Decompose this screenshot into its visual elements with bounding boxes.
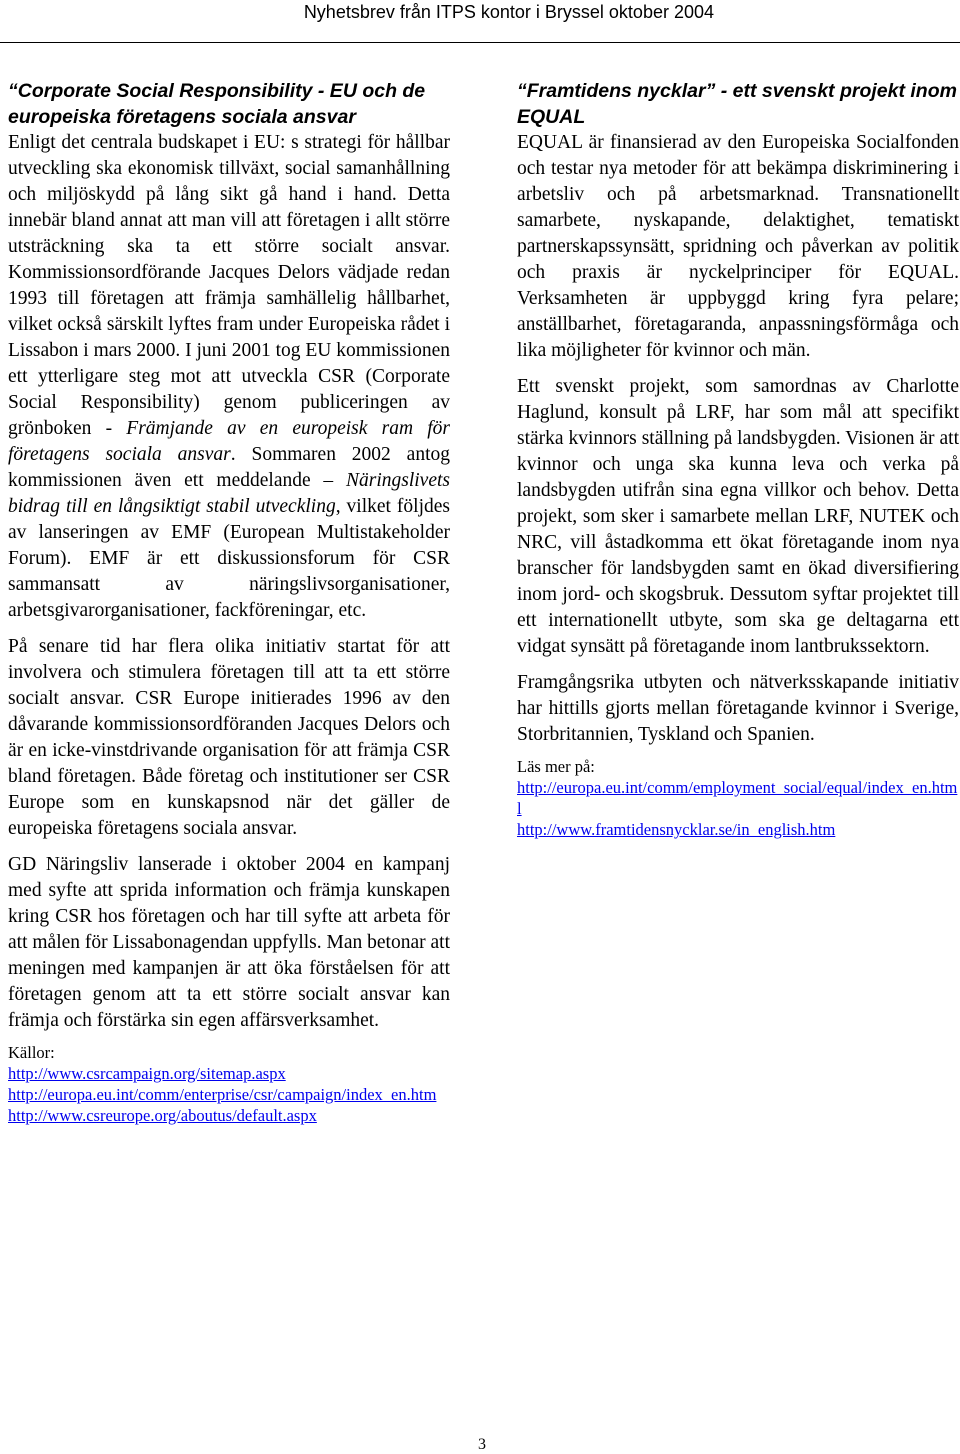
source-link-csrcampaign[interactable]: http://www.csrcampaign.org/sitemap.aspx	[8, 1064, 286, 1083]
csr-p1-part-b: . Sommaren 2002 antog kommissionen även ett meddelande –	[8, 444, 450, 491]
left-column	[8, 78, 450, 1126]
communication-title: Näringslivets bidrag till en långsiktigt stabil utveckling	[8, 470, 450, 517]
page-number: 3	[478, 1436, 486, 1453]
sources-label: Källor:	[8, 1043, 55, 1062]
csr-p1-part-a: Enligt det centrala budskapet i EU: s strategi för hållbar utveckling ska ekonomisk tillväxt, social samanhållning och miljöskydd på lång sikt gå hand i hand. Detta innebär bland annat att man vill att företagen i allt större utsträckning ska ta ett större socialt ansvar. Kommissionsordförande Jacques Delors vädjade redan 1993 till företagen att främja samhällelig hållbarhet, vilket också särskilt lyftes fram under Europeiska rådet i Lissabon i mars 2000. I juni 2001 tog EU kommissionen ett ytterligare steg mot att utveckla CSR (Corporate Social Responsibility) genom publiceringen av grönboken -	[8, 132, 450, 439]
read-more-link-framtidensnycklar[interactable]: http://www.framtidensnycklar.se/in_english.htm	[517, 820, 836, 839]
csr-paragraph-3: GD Näringsliv lanserade i oktober 2004 en kampanj med syfte att sprida information och främja kunskapen kring CSR hos företagen och har till syfte att arbeta för att målen för Lissabonagendan uppfylls. Man betonar att meningen med kampanjen är att öka förståelsen för att företagen genom att ta ett större socialt ansvar kan främja och förstärka sin egen affärsverksamhet.	[8, 854, 450, 1031]
right-column	[517, 78, 959, 840]
read-more-link-europa-equal[interactable]: http://europa.eu.int/comm/employment_social/equal/index_en.html	[517, 778, 958, 818]
csr-article-title: “Corporate Social Responsibility - EU och de europeiska företagens sociala ansvar	[8, 80, 426, 128]
source-link-europa-enterprise[interactable]: http://europa.eu.int/comm/enterprise/csr/campaign/index_en.htm	[8, 1085, 437, 1104]
newsletter-header: Nyhetsbrev från ITPS kontor i Bryssel oktober 2004	[303, 2, 714, 22]
read-more-label: Läs mer på:	[517, 757, 595, 776]
equal-paragraph-2: Ett svenskt projekt, som samordnas av Charlotte Haglund, konsult på LRF, har som mål att specifikt stärka kvinnors ställning på landsbygden. Visionen är att kvinnor och unga ska kunna leva och verka på landsbygden utifrån sina egna villkor och behov. Detta projekt, som sker i samarbete mellan LRF, NUTEK och NRC, vill åstadkomma ett ökat företagande inom nya branscher för landsbygden samt en ökad diversifiering inom jord- och skogsbruk. Dessutom syftar projektet till ett internationellt utbyte, som ska ge deltagarna ett vidgat synsätt på företagande inom lantbrukssektorn.	[517, 376, 959, 657]
equal-paragraph-3: Framgångsrika utbyten och nätverksskapande initiativ har hittills gjorts mellan företagande kvinnor i Sverige, Storbritannien, Tyskland och Spanien.	[517, 672, 959, 745]
csr-paragraph-2: På senare tid har flera olika initiativ startat för att involvera och stimulera företagen till att ta ett större socialt ansvar. CSR Europe initierades 1996 av den dåvarande kommissionsordföranden Jacques Delors och är en icke-vinstdrivande organisation för att främja CSR bland företagen. Både företag och institutioner ser CSR Europe som en kunskapsnod när det gäller de europeiska företagens sociala ansvar.	[8, 636, 450, 839]
csr-paragraph-1	[8, 130, 450, 624]
source-link-csreurope[interactable]: http://www.csreurope.org/aboutus/default.aspx	[8, 1106, 317, 1125]
header-rule	[0, 42, 960, 43]
equal-paragraph-1: EQUAL är finansierad av den Europeiska Socialfonden och testar nya metoder för att bekämpa diskriminering i arbetsliv och på arbetsmarknad. Transnationellt samarbete, nyskapande, delaktighet, tematiskt partnerskapssynsätt, spridning och påverkan av politik och praxis är nyckelprinciper för EQUAL. Verksamheten är uppbyggd kring fyra pelare; anställbarhet, företagaranda, anpassningsförmåga och lika möjligheter för kvinnor och män.	[517, 132, 959, 361]
csr-p1-part-c: , vilket följdes av lanseringen av EMF (European Multistakeholder Forum). EMF är ett diskussionsforum för CSR sammansatt av näringslivsorganisationer, arbetsgivarorganisationer, fackföreningar, etc.	[8, 496, 450, 621]
equal-article-title: “Framtidens nycklar” - ett svenskt projekt inom EQUAL	[517, 80, 957, 128]
green-paper-title: Främjande av en europeisk ram för företagens sociala ansvar	[8, 418, 450, 465]
